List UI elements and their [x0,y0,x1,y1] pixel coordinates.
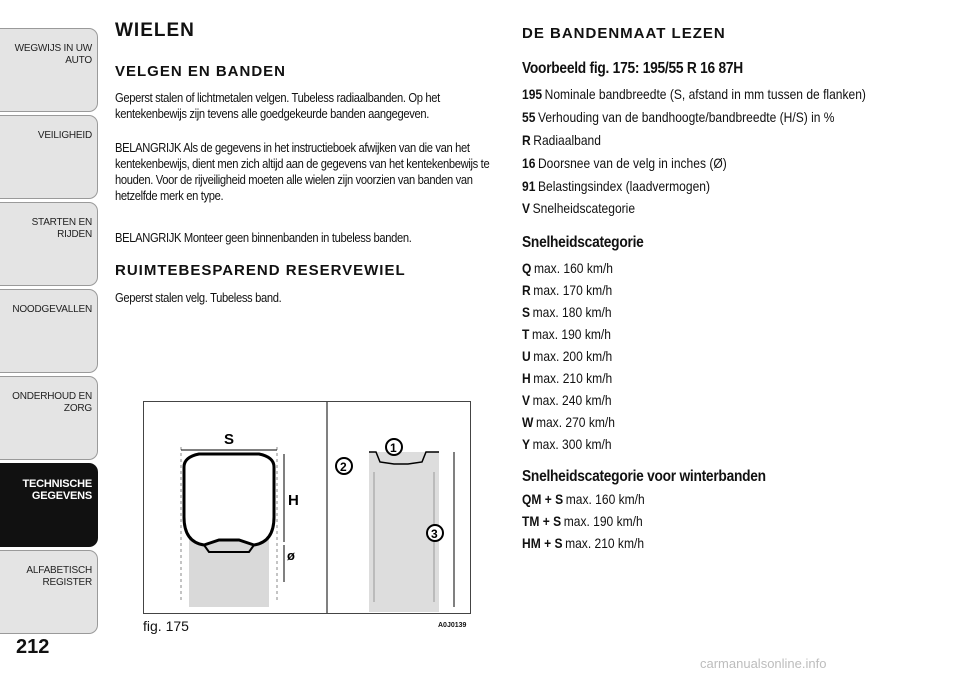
paragraph: BELANGRIJK Als de gegevens in het instructieboek afwijken van die van het kentekenbewijs, dient men zich altijd aan de gegevens van het kentekenbewijs te houden. Voor de rijveiligheid moeten alle wielen zijn voorzien van banden van hetzelfde merk en type. [115,140,490,203]
tab-label: ALFABETISCH REGISTER [26,565,92,588]
callout-1: 1 [390,441,397,455]
callout-2: 2 [340,460,347,474]
speed-item: S max. 180 km/h [522,304,612,320]
section-heading: DE BANDENMAAT LEZEN [522,25,726,42]
list-item: 55 Verhouding van de bandhoogte/bandbreedte (H/S) in % [522,109,835,125]
tab-label: NOODGEVALLEN [12,304,92,315]
tire-figure [143,401,471,614]
watermark: carmanualsonline.info [700,656,827,671]
tab-technische-gegevens[interactable] [0,463,98,547]
paragraph: BELANGRIJK Monteer geen binnenbanden in tubeless banden. [115,230,412,245]
tab-wegwijs[interactable] [0,28,98,112]
tab-label: VEILIGHEID [37,130,92,141]
speed-item: U max. 200 km/h [522,348,613,364]
list-item: 16 Doorsnee van de velg in inches (Ø) [522,155,727,171]
label-diameter: ø [287,548,295,563]
page-title: WIELEN [115,20,195,41]
example-heading: Voorbeeld fig. 175: 195/55 R 16 87H [522,60,743,77]
list-item: R Radiaalband [522,132,601,148]
list-item: V Snelheidscategorie [522,200,636,216]
speed-item: T max. 190 km/h [522,326,611,342]
winter-item: TM + S max. 190 km/h [522,513,643,529]
speed-item: Y max. 300 km/h [522,436,612,452]
winter-item: HM + S max. 210 km/h [522,535,645,551]
paragraph: Geperst stalen velg. Tubeless band. [115,290,282,305]
list-item: 195 Nominale bandbreedte (S, afstand in mm tussen de flanken) [522,86,866,102]
tab-alfabetisch[interactable] [0,550,98,634]
speed-item: H max. 210 km/h [522,370,613,386]
paragraph: Geperst stalen of lichtmetalen velgen. Tubeless radiaalbanden. Op het kentekenbewijs zijn tevens alle goedgekeurde banden aangegeven. [115,90,440,121]
speed-item: V max. 240 km/h [522,392,612,408]
callout-3: 3 [431,527,438,541]
tab-label: TECHNISCHE GEGEVENS [22,478,92,502]
tire-diagram [144,402,470,613]
section-heading: RUIMTEBESPAREND RESERVEWIEL [115,262,406,279]
tab-veiligheid[interactable] [0,115,98,199]
speed-item: R max. 170 km/h [522,282,613,298]
section-heading: VELGEN EN BANDEN [115,63,287,80]
speed-item: Q max. 160 km/h [522,260,613,276]
tab-label: WEGWIJS IN UW AUTO [14,43,92,66]
page-number: 212 [16,636,50,658]
tab-label: ONDERHOUD EN ZORG [12,391,92,414]
list-item: 91 Belastingsindex (laadvermogen) [522,178,710,194]
tab-noodgevallen[interactable] [0,289,98,373]
winter-heading: Snelheidscategorie voor winterbanden [522,468,766,485]
tire-profile [184,454,274,545]
label-s: S [224,431,235,448]
label-h: H [288,492,299,509]
figure-code: A0J0139 [438,622,467,629]
figure-caption: fig. 175 [143,618,189,634]
winter-item: QM + S max. 160 km/h [522,491,645,507]
tab-label: STARTEN EN RIJDEN [31,217,92,240]
tab-onderhoud[interactable] [0,376,98,460]
speed-item: W max. 270 km/h [522,414,615,430]
speed-heading: Snelheidscategorie [522,234,644,251]
tab-starten[interactable] [0,202,98,286]
